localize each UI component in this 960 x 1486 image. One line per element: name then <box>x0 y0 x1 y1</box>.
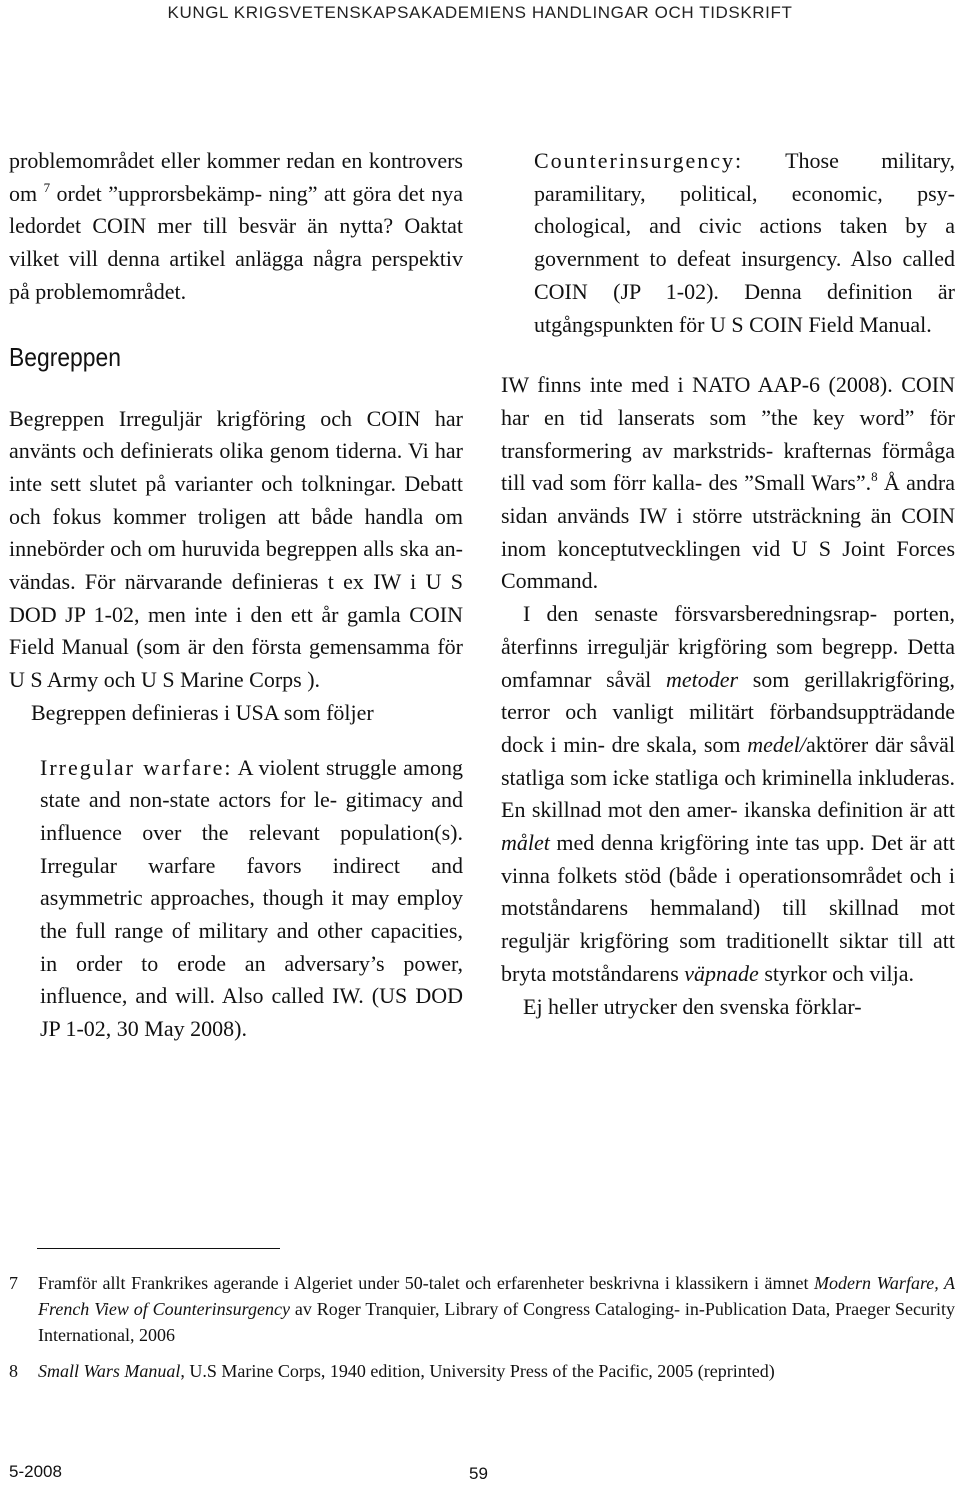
page-number: 59 <box>469 1464 488 1483</box>
definition-text: Those military, paramilitary, political, economic, psy- chological, and civic actions taken by a government to defeat insurgency. Also called COIN (JP 1-02). Denna definition är utgångspunkten för U S COIN Field Manual. <box>534 148 955 337</box>
definition-term: Counterinsurgency: <box>534 148 744 173</box>
body-paragraph: Begreppen Irreguljär krigföring och COIN har använts och definierats olika genom tiderna. Vi har inte sett slutet på varianter och tolkningar. Debatt och fokus kommer troligen att både handla om innebörder och om huruvida begreppen alls ska an- vändas. För närvarande definieras t ex IW i U S DOD JP 1-02, men inte i den ett år gamla COIN Field Manual (som är den första gemensamma för U S Army och U S Marine Corps ). <box>9 405 463 693</box>
issue-number: 5-2008 <box>9 1462 62 1481</box>
definition-counterinsurgency <box>501 145 955 341</box>
section-heading: Begreppen <box>9 341 121 372</box>
footnote-ref-7[interactable]: 7 <box>43 179 51 195</box>
body-paragraph: Begreppen definieras i USA som följer <box>31 699 374 725</box>
right-column <box>501 145 955 1023</box>
body-paragraph: I den senaste försvarsberedningsrap- porten, återfinns irreguljär krigföring som begrepp. Detta omfamnar såväl metoder som gerillakrigföring, terror och vanligt militärt förbandsuppträdande dock i min- dre skala, som medel/aktörer där såväl statliga som icke statliga och kriminella inkluderas. En skillnad mot den amer- ikanska definition är att målet med denna krigföring inte tas upp. Det är att vinna folkets stöd (både i operationsområdet och i motståndarens hemmaland) till skillnad mot reguljär krigföring som traditionellt siktar till att bryta motståndarens väpnade styrkor och vilja. <box>501 601 955 986</box>
body-paragraph: IW finns inte med i NATO AAP-6 (2008). COIN har en tid lanserats som ”the key word” för transformering av markstrids- krafternas förmåga till vad som förr kalla- des ”Small Wars”.$^8$ Å andra sidan används IW i större utsträckning än COIN inom konceptutvecklingen vid U S Joint Forces Command. <box>501 372 955 594</box>
definition-term: Irregular warfare: <box>40 754 233 780</box>
definition-irregular-warfare <box>9 752 463 1046</box>
intro-paragraph: problemområdet eller kommer redan en kontrovers om $^7$ ordet ”upprorsbekämp- ning” att göra det nya ledordet COIN mer till besvär än nytta? Oaktat vilket vill denna artikel anlägga några perspektiv på problemområdet. <box>9 148 463 304</box>
left-column <box>9 145 463 1046</box>
footnote-7: 7 Framför allt Frankrikes agerande i Algeriet under 50-talet och erfarenheter beskrivna i klassikern i ämnet Modern Warfare, A French View of Counterinsurgency av Roger Tranquier, Library of Congress Cataloging- in-Publication Data, Praeger Security International, 2006 <box>9 1270 955 1348</box>
footnote-ref-8[interactable]: 8 <box>871 469 878 485</box>
footnotes <box>9 1270 955 1394</box>
paragraph-gap <box>501 341 955 369</box>
footnote-8: 8 Small Wars Manual, U.S Marine Corps, 1940 edition, University Press of the Pacific, 2005 (reprinted) <box>9 1358 955 1384</box>
body-paragraph: Ej heller utrycker den svenska förklar- <box>523 993 862 1019</box>
footnote-number: 8 <box>9 1361 18 1381</box>
footnote-rule <box>37 1248 280 1249</box>
running-head: KUNGL KRIGSVETENSKAPSAKADEMIENS HANDLINGAR OCH TIDSKRIFT <box>167 3 793 22</box>
footnote-number: 7 <box>9 1273 18 1293</box>
definition-text: A violent struggle among state and non-state actors for le- gitimacy and influence over the relevant population(s). Irregular warfare favors indirect and asymmetric approaches, though it may employ the full range of military and other capacities, in order to erode an adversary’s power, influence, and will. Also called IW. (US DOD JP 1-02, 30 May 2008). <box>40 754 463 1042</box>
